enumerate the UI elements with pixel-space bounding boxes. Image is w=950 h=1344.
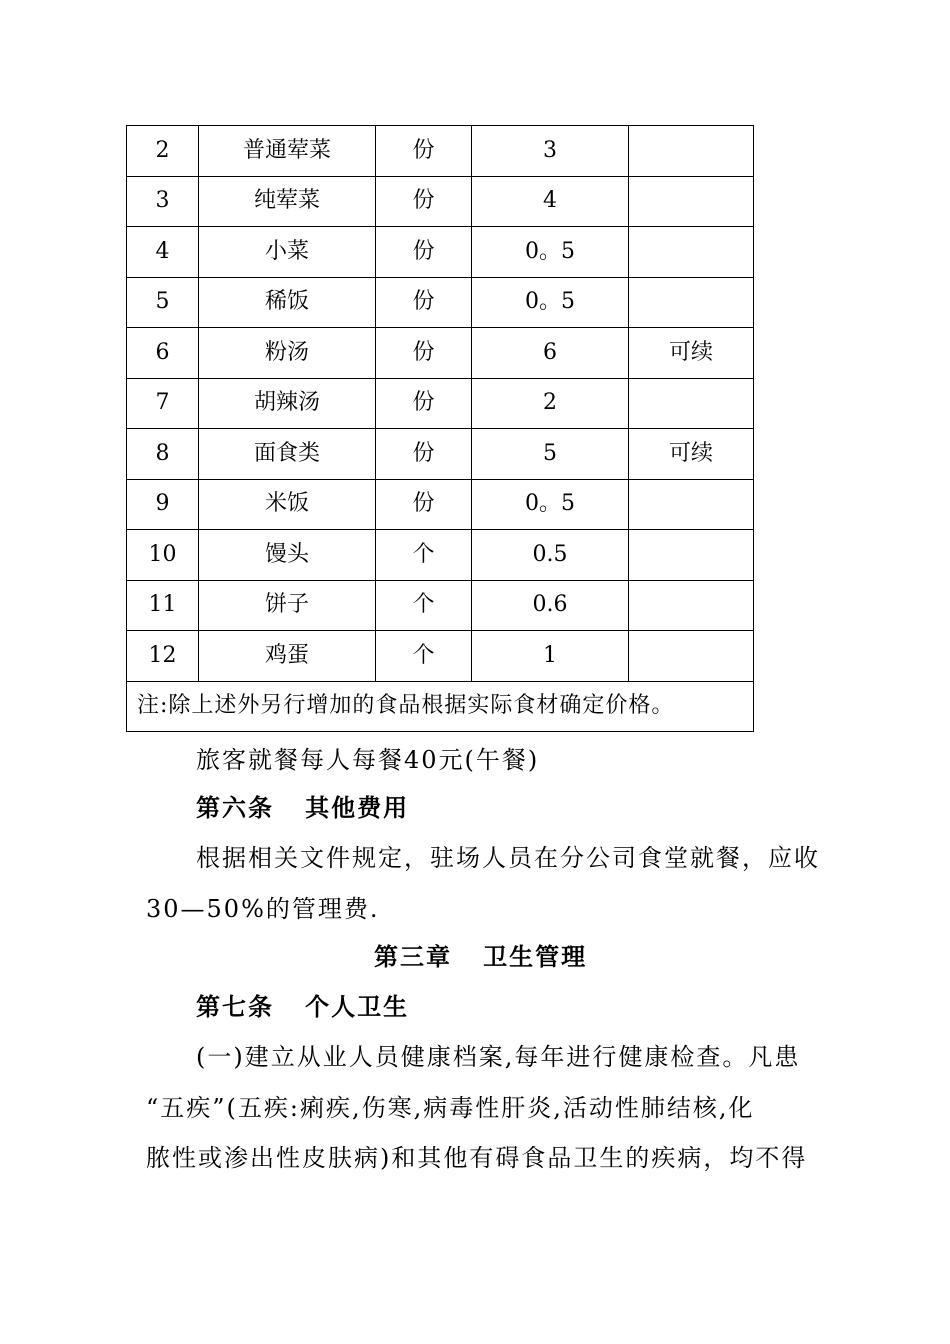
cell-row-number: 10: [127, 530, 199, 581]
cell-row-number: 8: [127, 429, 199, 480]
cell-unit: 个: [376, 580, 472, 631]
table-note-row: [127, 681, 754, 732]
cell-item-name: 鸡蛋: [199, 631, 376, 682]
guest-meal-price: 旅客就餐每人每餐40元(午餐): [196, 746, 540, 774]
cell-unit: 份: [376, 126, 472, 177]
cell-price: 0。5: [472, 479, 629, 530]
cell-unit: 个: [376, 530, 472, 581]
cell-remark: [629, 378, 754, 429]
cell-item-name: 胡辣汤: [199, 378, 376, 429]
cell-remark: 可续: [629, 328, 754, 379]
cell-unit: 份: [376, 328, 472, 379]
table-row: [127, 126, 754, 177]
cell-price: 4: [472, 176, 629, 227]
article-7-line-2: “五疾”(五疾:痢疾,伤寒,病毒性肝炎,活动性肺结核,化: [146, 1094, 755, 1122]
cell-row-number: 2: [127, 126, 199, 177]
cell-row-number: 3: [127, 176, 199, 227]
cell-unit: 份: [376, 176, 472, 227]
article-6-line-2: 30—50%的管理费.: [146, 895, 380, 923]
cell-row-number: 4: [127, 227, 199, 278]
table-row: [127, 378, 754, 429]
cell-row-number: 6: [127, 328, 199, 379]
cell-item-name: 纯荤菜: [199, 176, 376, 227]
table-row: [127, 530, 754, 581]
article-6-title: 第六条 其他费用: [196, 793, 410, 822]
cell-price: 1: [472, 631, 629, 682]
article-7-title: 第七条 个人卫生: [196, 992, 410, 1021]
cell-item-name: 小菜: [199, 227, 376, 278]
cell-row-number: 5: [127, 277, 199, 328]
cell-unit: 份: [376, 429, 472, 480]
table-note: 注:除上述外另行增加的食品根据实际食材确定价格。: [127, 681, 754, 732]
cell-remark: [629, 530, 754, 581]
cell-row-number: 12: [127, 631, 199, 682]
cell-price: 0.5: [472, 530, 629, 581]
table-row: [127, 277, 754, 328]
cell-row-number: 9: [127, 479, 199, 530]
cell-item-name: 稀饭: [199, 277, 376, 328]
cell-item-name: 普通荤菜: [199, 126, 376, 177]
table-row: [127, 429, 754, 480]
cell-unit: 份: [376, 277, 472, 328]
cell-item-name: 面食类: [199, 429, 376, 480]
cell-remark: [629, 227, 754, 278]
cell-price: 0。5: [472, 227, 629, 278]
article-7-line-3: 脓性或渗出性皮肤病)和其他有碍食品卫生的疾病，均不得: [146, 1144, 808, 1172]
cell-remark: [629, 176, 754, 227]
table-row: [127, 176, 754, 227]
article-6-line-1: 根据相关文件规定，驻场人员在分公司食堂就餐，应收: [196, 844, 820, 872]
chapter-3-title: 第三章 卫生管理: [374, 942, 588, 971]
cell-price: 3: [472, 126, 629, 177]
cell-unit: 份: [376, 227, 472, 278]
table-row: [127, 328, 754, 379]
cell-item-name: 饼子: [199, 580, 376, 631]
cell-remark: [629, 126, 754, 177]
cell-item-name: 米饭: [199, 479, 376, 530]
cell-price: 6: [472, 328, 629, 379]
cell-row-number: 11: [127, 580, 199, 631]
table-row: [127, 227, 754, 278]
table-row: [127, 580, 754, 631]
cell-remark: 可续: [629, 429, 754, 480]
table-row: [127, 479, 754, 530]
cell-price: 0.6: [472, 580, 629, 631]
cell-item-name: 馒头: [199, 530, 376, 581]
cell-remark: [629, 631, 754, 682]
price-table-body: [127, 126, 754, 682]
table-row: [127, 631, 754, 682]
cell-unit: 份: [376, 378, 472, 429]
article-7-line-1: (一)建立从业人员健康档案,每年进行健康检查。凡患: [196, 1043, 801, 1071]
cell-price: 2: [472, 378, 629, 429]
cell-price: 0。5: [472, 277, 629, 328]
cell-unit: 份: [376, 479, 472, 530]
cell-remark: [629, 277, 754, 328]
cell-item-name: 粉汤: [199, 328, 376, 379]
cell-row-number: 7: [127, 378, 199, 429]
cell-remark: [629, 479, 754, 530]
price-table: [126, 125, 754, 732]
cell-remark: [629, 580, 754, 631]
cell-unit: 个: [376, 631, 472, 682]
cell-price: 5: [472, 429, 629, 480]
